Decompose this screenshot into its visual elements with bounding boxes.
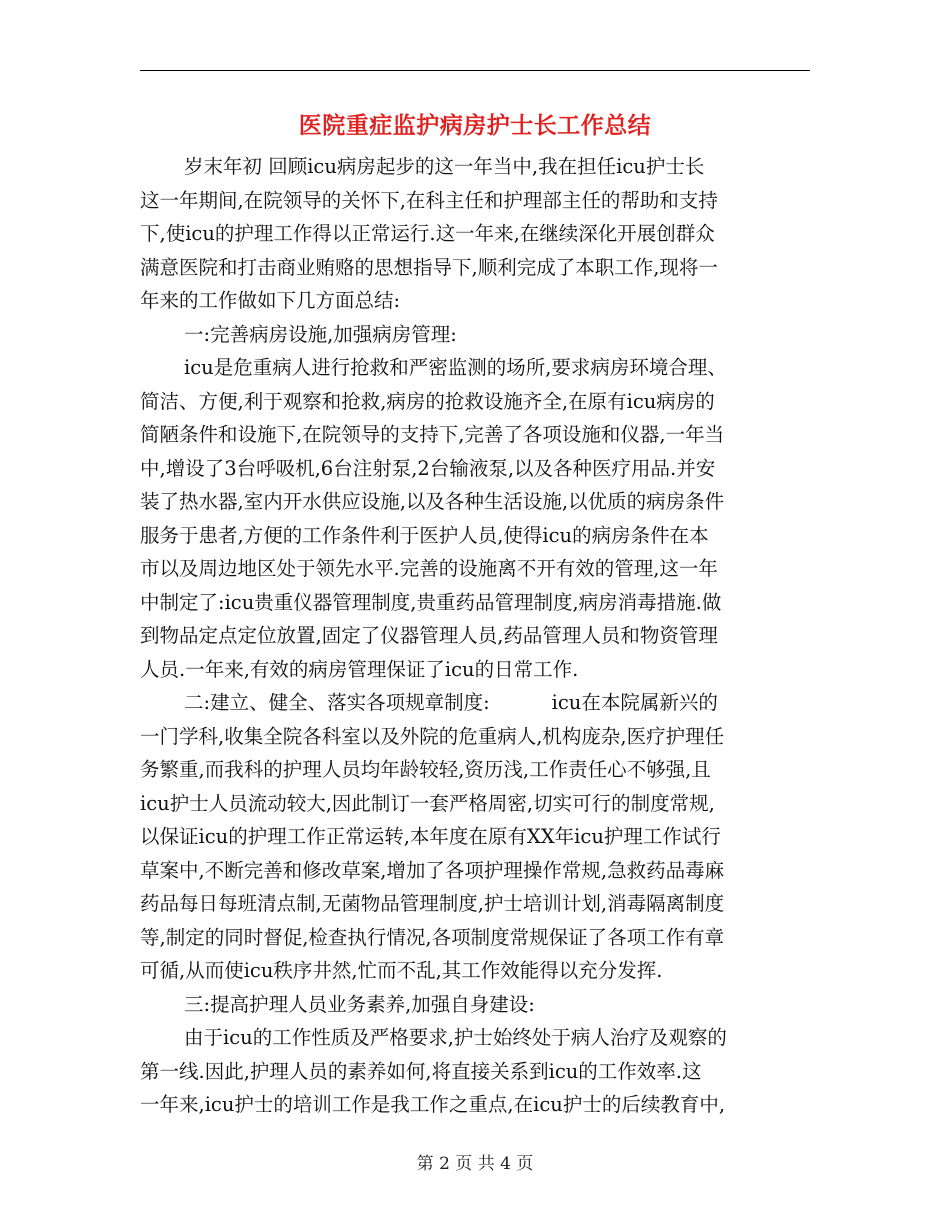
document-body [140, 150, 812, 1122]
text-line: 务繁重,而我科的护理人员均年龄较轻,资历浅,工作责任心不够强,且 [140, 758, 711, 781]
text-line: 可循,从而使icu秩序井然,忙而不乱,其工作效能得以充分发挥. [140, 959, 663, 982]
text-line: 满意医院和打击商业贿赂的思想指导下,顺利完成了本职工作,现将一 [140, 255, 718, 279]
text-line: 药品每日每班清点制,无菌物品管理制度,护士培训计划,消毒隔离制度 [140, 892, 725, 915]
section-heading: 二:建立、健全、落实各项规章制度: icu在本院属新兴的 [184, 691, 718, 714]
text-line: 市以及周边地区处于领先水平.完善的设施离不开有效的管理,这一年 [140, 557, 718, 580]
page-number: 第 2 页 共 4 页 [416, 1154, 534, 1174]
text-line: 中制定了:icu贵重仪器管理制度,贵重药品管理制度,病房消毒措施.做 [140, 590, 722, 614]
text-line: 一门学科,收集全院各科室以及外院的危重病人,机构庞杂,医疗护理任 [140, 724, 725, 748]
text-line: 服务于患者,方便的工作条件利于医护人员,使得icu的病房条件在本 [140, 523, 709, 547]
text-line: 这一年期间,在院领导的关怀下,在科主任和护理部主任的帮助和支持 [140, 188, 718, 212]
text-line: 简陋条件和设施下,在院领导的支持下,完善了各项设施和仪器,一年当 [140, 423, 725, 446]
text-line: 人员.一年来,有效的病房管理保证了icu的日常工作. [140, 657, 579, 681]
text-line: 装了热水器,室内开水供应设施,以及各种生活设施,以优质的病房条件 [140, 490, 725, 513]
text-line: 等,制定的同时督促,检查执行情况,各项制度常规保证了各项工作有章 [140, 925, 725, 949]
document-title: 医院重症监护病房护士长工作总结 [298, 113, 652, 139]
text-line: icu是危重病人进行抢救和严密监测的场所,要求病房环境合理、 [184, 356, 727, 379]
text-line: 第一线.因此,护理人员的素养如何,将直接关系到icu的工作效率.这 [140, 1059, 702, 1083]
text-line: 到物品定点定位放置,固定了仪器管理人员,药品管理人员和物资管理 [140, 624, 718, 647]
text-line: 由于icu的工作性质及严格要求,护士始终处于病人治疗及观察的 [184, 1026, 727, 1049]
text-line: 简洁、方便,利于观察和抢救,病房的抢救设施齐全,在原有icu病房的 [140, 389, 715, 413]
text-line: 一年来,icu护士的培训工作是我工作之重点,在icu护士的后续教育中, [140, 1093, 726, 1116]
text-line: 年来的工作做如下几方面总结: [140, 289, 401, 312]
text-line: 草案中,不断完善和修改草案,增加了各项护理操作常规,急救药品毒麻 [140, 858, 725, 882]
text-line: 岁末年初 回顾icu病房起步的这一年当中,我在担任icu护士长 [184, 155, 705, 178]
section-heading: 三:提高护理人员业务素养,加强自身建设: [184, 992, 535, 1016]
text-line: 下,使icu的护理工作得以正常运行.这一年来,在继续深化开展创群众 [140, 222, 715, 245]
text-line: icu护士人员流动较大,因此制订一套严格周密,切实可行的制度常规, [140, 791, 715, 815]
text-line: 中,增设了3台呼吸机,6台注射泵,2台输液泵,以及各种医疗用品.并安 [140, 456, 716, 480]
text-line: 以保证icu的护理工作正常运转,本年度在原有XX年icu护理工作试行 [140, 825, 721, 848]
header-rule [140, 70, 810, 71]
section-heading: 一:完善病房设施,加强病房管理: [184, 322, 457, 346]
